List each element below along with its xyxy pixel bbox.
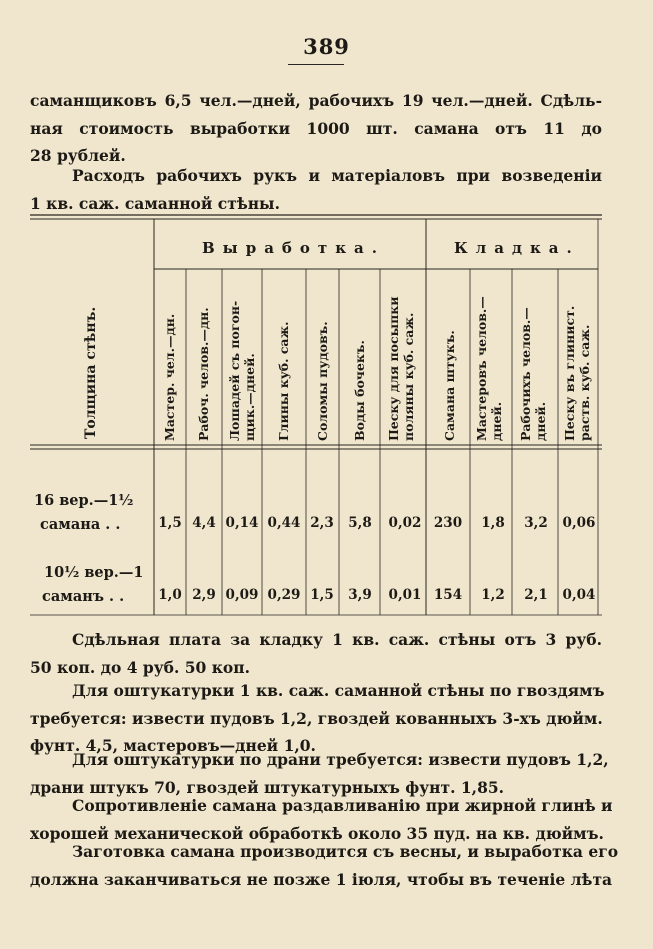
- text-line: хорошей механической обработкѣ около 35 пуд. на кв. дюймъ.: [30, 823, 604, 843]
- table-cell: 0,09: [225, 587, 259, 603]
- table-cell: 0,06: [562, 515, 596, 531]
- row-label: саманъ . .: [42, 588, 125, 605]
- text-line: Сопротивленіе самана раздавливанію при жирной глинѣ и: [72, 796, 613, 815]
- table-cell: 0,04: [562, 587, 596, 603]
- col-header-straw: Соломы пудовъ.: [315, 321, 330, 441]
- text-line: ная стоимость выработки 1000 шт. самана отъ 11 до: [30, 118, 602, 138]
- col-header-saman-pieces: Самана штукъ.: [442, 330, 457, 441]
- table-cell: 0,02: [388, 515, 422, 531]
- text-line: Расходъ рабочихъ рукъ и матеріаловъ при возведеніи: [72, 166, 602, 185]
- text-line: Для оштукатурки 1 кв. саж. саманной стѣны по гвоздямъ: [72, 681, 605, 700]
- paragraph-payment: [30, 626, 602, 681]
- table-cell: 2,3: [310, 515, 334, 531]
- row-label: самана . .: [40, 516, 121, 533]
- text-line: 1 кв. саж. саманной стѣны.: [30, 193, 280, 213]
- text-line: Сдѣльная плата за кладку 1 кв. саж. стѣны отъ 3 руб.: [72, 630, 602, 649]
- col-header-masters-lay: Мастеровъ челов.— дней.: [474, 296, 504, 441]
- table-cell: 2,9: [192, 587, 216, 603]
- table-cell: 2,1: [524, 587, 548, 603]
- table-cell: 1,8: [481, 515, 505, 531]
- text-line: требуется: извести пудовъ 1,2, гвоздей кованныхъ 3-хъ дюйм.: [30, 708, 603, 728]
- col-header-workers: Рабоч. челов.—дн.: [196, 307, 211, 441]
- text-line: драни штукъ 70, гвоздей штукатурныхъ фунт. 1,85.: [30, 777, 505, 797]
- col-header-horses: Лошадей съ погон- щик.—дней.: [227, 300, 257, 441]
- data-table: [30, 213, 602, 619]
- text-line: Для оштукатурки по драни требуется: извести пудовъ 1,2,: [72, 750, 609, 769]
- col-header-thickness: Толщина стѣнъ.: [83, 306, 99, 439]
- col-header-masters: Мастер. чел.—дн.: [162, 313, 177, 441]
- table-cell: 0,29: [267, 587, 301, 603]
- row-label: 10½ вер.—1: [44, 564, 144, 581]
- table-caption: [30, 162, 602, 217]
- col-header-clay: Глины куб. саж.: [276, 321, 291, 441]
- table-cell: 1,5: [310, 587, 334, 603]
- col-header-workers-lay: Рабочихъ челов.— дней.: [518, 307, 548, 441]
- table-cell: 5,8: [348, 515, 372, 531]
- text-line: должна заканчиваться не позже 1 іюля, чтобы въ теченіе лѣта: [30, 869, 613, 889]
- text-line: саманщиковъ 6,5 чел.—дней, рабочихъ 19 чел.—дней. Сдѣль-: [30, 91, 602, 110]
- table-cell: 3,2: [524, 515, 548, 531]
- row-label: 16 вер.—1½: [34, 492, 134, 509]
- table-cell: 1,2: [481, 587, 505, 603]
- table-cell: 154: [433, 587, 463, 603]
- table-cell: 1,5: [158, 515, 182, 531]
- table-cell: 0,44: [267, 515, 301, 531]
- paragraph-preparation: [30, 838, 619, 893]
- group-header-vyrabotka: Выработка.: [202, 239, 386, 257]
- top-paragraph: [30, 87, 602, 170]
- table-cell: 1,0: [158, 587, 182, 603]
- text-line: Заготовка самана производится съ весны, и выработка его: [72, 842, 619, 861]
- table-cell: 4,4: [192, 515, 216, 531]
- table-cell: 0,01: [388, 587, 422, 603]
- page-number: 389: [303, 34, 350, 59]
- col-header-sand-sprinkle: Песку для посыпки поляны куб. саж.: [386, 296, 416, 441]
- col-header-sand-mortar: Песку въ глинист. раств. куб. саж.: [562, 305, 592, 441]
- text-line: фунт. 4,5, мастеровъ—дней 1,0.: [30, 736, 316, 755]
- table-cell: 0,14: [225, 515, 259, 531]
- group-header-kladka: Кладка.: [454, 239, 580, 257]
- text-line: 28 рублей.: [30, 146, 126, 165]
- table-cell: 3,9: [348, 587, 372, 603]
- page-number-rule: [288, 64, 344, 65]
- table-cell: 230: [433, 515, 463, 531]
- col-header-water: Воды бочекъ.: [352, 340, 367, 441]
- text-line: 50 коп. до 4 руб. 50 коп.: [30, 657, 251, 677]
